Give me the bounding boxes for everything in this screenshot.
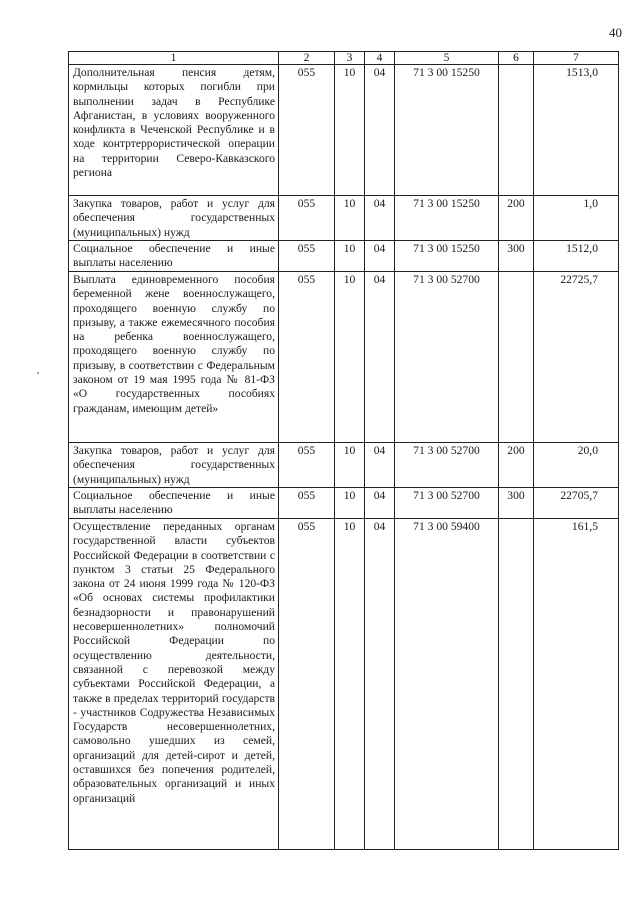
scan-speck bbox=[37, 372, 39, 374]
amount-cell: 161,5 bbox=[534, 519, 619, 850]
page-number: 40 bbox=[609, 25, 622, 40]
col-3-cell: 10 bbox=[335, 519, 365, 850]
amount-cell: 22725,7 bbox=[534, 272, 619, 443]
col-6-cell bbox=[499, 65, 534, 196]
header-cell: 3 bbox=[335, 52, 365, 65]
row-description: Закупка товаров, работ и услуг для обеспечения государственных (муниципальных) нужд bbox=[69, 443, 279, 488]
col-3-cell: 10 bbox=[335, 241, 365, 272]
col-2-cell: 055 bbox=[279, 519, 335, 850]
col-2-cell: 055 bbox=[279, 443, 335, 488]
amount-cell: 1513,0 bbox=[534, 65, 619, 196]
col-5-cell: 71 3 00 59400 bbox=[395, 519, 499, 850]
header-cell: 7 bbox=[534, 52, 619, 65]
table-row bbox=[69, 272, 619, 443]
header-cell: 4 bbox=[365, 52, 395, 65]
col-5-cell: 71 3 00 52700 bbox=[395, 443, 499, 488]
col-6-cell: 300 bbox=[499, 241, 534, 272]
col-5-cell: 71 3 00 15250 bbox=[395, 65, 499, 196]
col-4-cell: 04 bbox=[365, 488, 395, 519]
col-4-cell: 04 bbox=[365, 196, 395, 241]
header-cell: 1 bbox=[69, 52, 279, 65]
row-description: Выплата единовременного пособия беременной жене военнослужащего, проходящего военную службу по призыву, а также ежемесячного пособия на ребенка военнослужащего, проходящего военную службу по призыву, в соответствии с Федеральным законом от 19 мая 1995 года № 81-ФЗ «О государственных пособиях гражданам, имеющим детей» bbox=[69, 272, 279, 443]
amount-cell: 20,0 bbox=[534, 443, 619, 488]
row-description: Закупка товаров, работ и услуг для обеспечения государственных (муниципальных) нужд bbox=[69, 196, 279, 241]
col-2-cell: 055 bbox=[279, 65, 335, 196]
col-4-cell: 04 bbox=[365, 241, 395, 272]
col-2-cell: 055 bbox=[279, 488, 335, 519]
col-5-cell: 71 3 00 52700 bbox=[395, 272, 499, 443]
col-5-cell: 71 3 00 15250 bbox=[395, 241, 499, 272]
col-6-cell: 200 bbox=[499, 443, 534, 488]
header-cell: 6 bbox=[499, 52, 534, 65]
col-3-cell: 10 bbox=[335, 196, 365, 241]
budget-table bbox=[68, 51, 619, 850]
col-2-cell: 055 bbox=[279, 272, 335, 443]
amount-cell: 1512,0 bbox=[534, 241, 619, 272]
col-6-cell bbox=[499, 519, 534, 850]
col-6-cell: 300 bbox=[499, 488, 534, 519]
row-description: Социальное обеспечение и иные выплаты населению bbox=[69, 241, 279, 272]
column-number-row bbox=[69, 52, 619, 65]
col-3-cell: 10 bbox=[335, 443, 365, 488]
col-2-cell: 055 bbox=[279, 196, 335, 241]
table-row bbox=[69, 65, 619, 196]
col-3-cell: 10 bbox=[335, 488, 365, 519]
col-2-cell: 055 bbox=[279, 241, 335, 272]
table-row bbox=[69, 241, 619, 272]
col-4-cell: 04 bbox=[365, 65, 395, 196]
col-3-cell: 10 bbox=[335, 65, 365, 196]
col-6-cell: 200 bbox=[499, 196, 534, 241]
col-4-cell: 04 bbox=[365, 272, 395, 443]
col-5-cell: 71 3 00 15250 bbox=[395, 196, 499, 241]
table-row bbox=[69, 443, 619, 488]
col-3-cell: 10 bbox=[335, 272, 365, 443]
row-description: Социальное обеспечение и иные выплаты населению bbox=[69, 488, 279, 519]
row-description: Осуществление переданных органам государственной власти субъектов Российской Федерации в соответствии с пунктом 3 статьи 25 Федерального закона от 24 июня 1999 года № 120-ФЗ «Об основах системы профилактики безнадзорности и правонарушений несовершеннолетних» полномочий Российской Федерации по осуществлению деятельности, связанной с перевозкой между субъектами Российской Федерации, а также в пределах территорий государств - участников Содружества Независимых Государств несовершеннолетних, самовольно ушедших из семей, организаций для детей-сирот и детей, оставшихся без попечения родителей, образовательных организаций и иных организаций bbox=[69, 519, 279, 850]
table-row bbox=[69, 196, 619, 241]
col-6-cell bbox=[499, 272, 534, 443]
header-cell: 2 bbox=[279, 52, 335, 65]
table-row bbox=[69, 488, 619, 519]
col-4-cell: 04 bbox=[365, 443, 395, 488]
col-5-cell: 71 3 00 52700 bbox=[395, 488, 499, 519]
row-description: Дополнительная пенсия детям, кормильцы которых погибли при выполнении задач в Республике Афганистан, в условиях вооруженного конфликта в Чеченской Республике и в ходе контртеррористической операции на территории Северо-Кавказского региона bbox=[69, 65, 279, 196]
amount-cell: 22705,7 bbox=[534, 488, 619, 519]
amount-cell: 1,0 bbox=[534, 196, 619, 241]
table-row bbox=[69, 519, 619, 850]
col-4-cell: 04 bbox=[365, 519, 395, 850]
header-cell: 5 bbox=[395, 52, 499, 65]
